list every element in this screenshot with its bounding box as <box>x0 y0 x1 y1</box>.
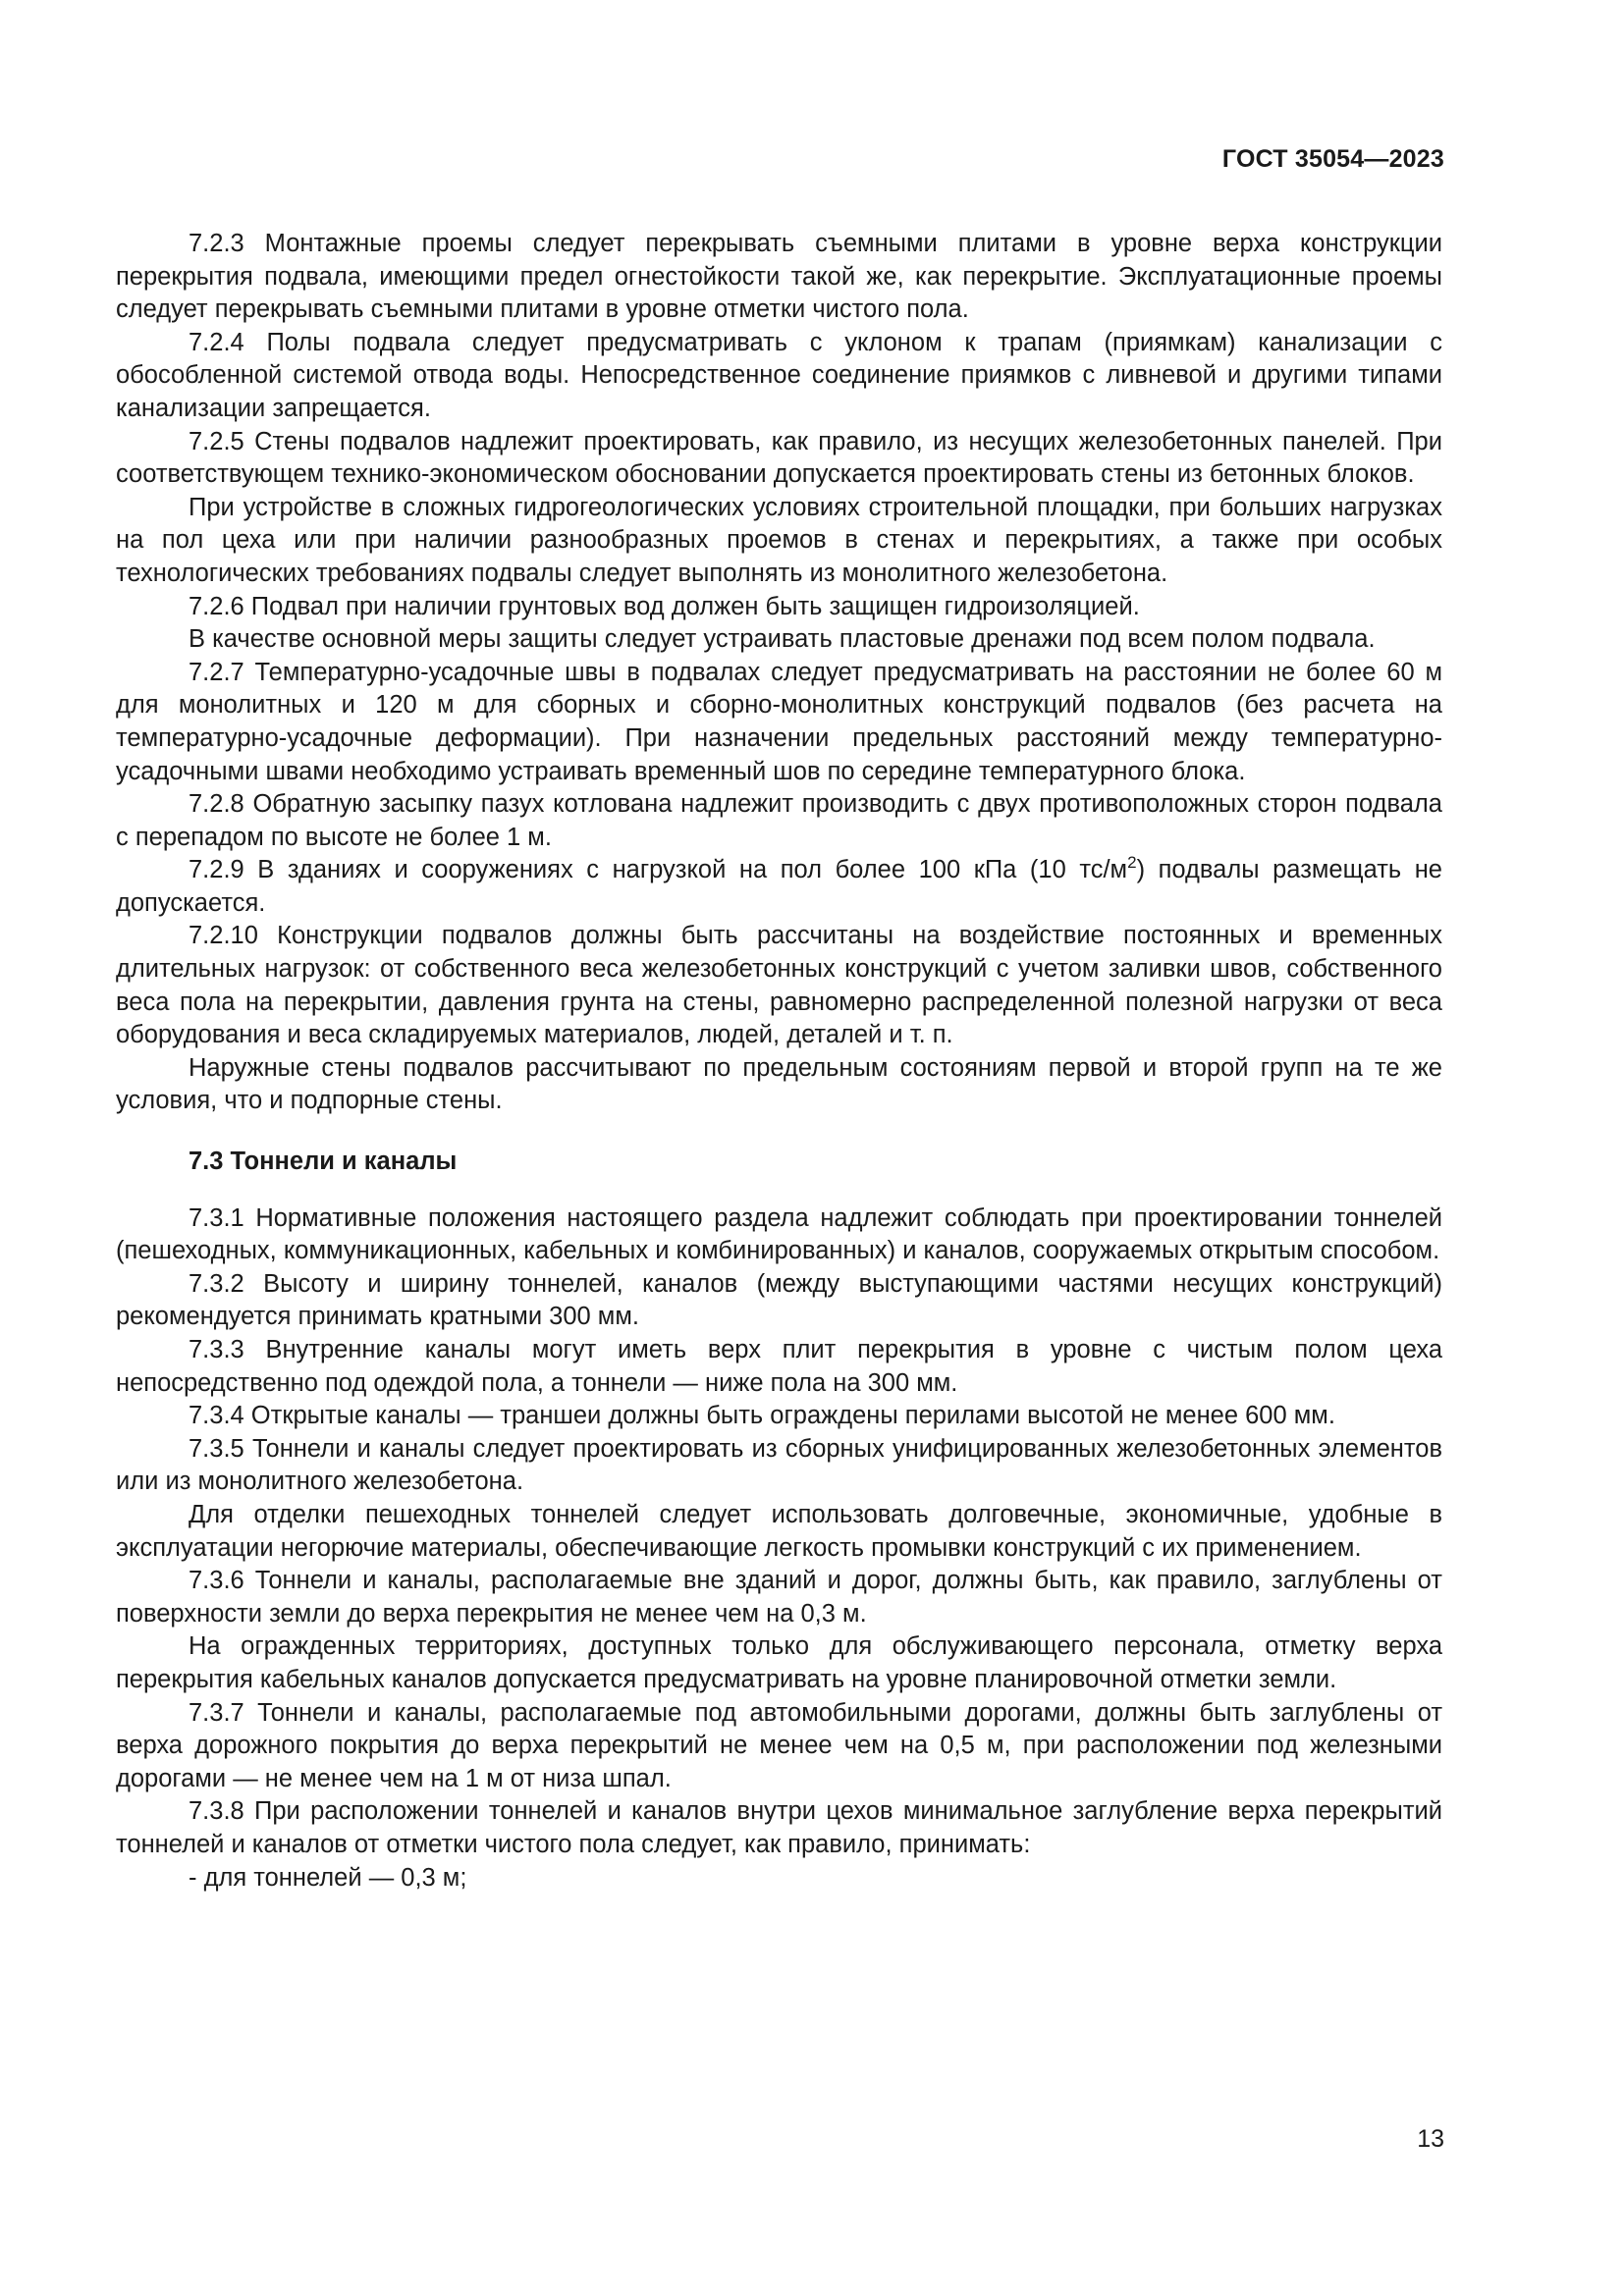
document-body <box>116 228 1442 1895</box>
paragraph-7-2-4: 7.2.4 Полы подвала следует предусматривать с уклоном к трапам (приямкам) канализации с обособленной системой отвода воды. Непосредственное соединение приямков с ливневой и другими типами канализации запрещается. <box>116 328 1442 422</box>
paragraph-7-2-8: 7.2.8 Обратную засыпку пазух котлована надлежит производить с двух противоположных сторон подвала с перепадом по высоте не более 1 м. <box>116 790 1442 851</box>
paragraph-7-2-6-cont: В качестве основной меры защиты следует устраивать пластовые дренажи под всем полом подвала. <box>189 625 1376 654</box>
paragraph-7-2-7: 7.2.7 Температурно-усадочные швы в подвалах следует предусматривать на расстоянии не более 60 м для монолитных и 120 м для сборных и сборно-монолитных конструкций подвалов (без расчета на температурно-усадочные деформации). При назначении предельных расстояний между температурно-усадочными швами необходимо устраивать временный шов по середине температурного блока. <box>116 658 1442 785</box>
page-number: 13 <box>1417 2125 1444 2153</box>
paragraph-7-3-5: 7.3.5 Тоннели и каналы следует проектировать из сборных унифицированных железобетонных элементов или из монолитного железобетона. <box>116 1434 1442 1496</box>
paragraph-7-2-9-text: 7.2.9 В зданиях и сооружениях с нагрузкой на пол более 100 кПа (10 тс/м <box>189 856 1128 884</box>
paragraph-7-3-2: 7.3.2 Высоту и ширину тоннелей, каналов (между выступающими частями несущих конструкций) рекомендуется принимать кратными 300 мм. <box>116 1269 1442 1331</box>
paragraph-7-2-10-cont: Наружные стены подвалов рассчитывают по предельным состояниям первой и второй групп на те же условия, что и подпорные стены. <box>116 1053 1442 1115</box>
paragraph-7-2-9 <box>116 854 1442 920</box>
paragraph-7-3-6: 7.3.6 Тоннели и каналы, располагаемые вне зданий и дорог, должны быть, как правило, заглублены от поверхности земли до верха перекрытия не менее чем на 0,3 м. <box>116 1567 1442 1628</box>
paragraph-7-2-6: 7.2.6 Подвал при наличии грунтовых вод должен быть защищен гидроизоляцией. <box>189 592 1140 620</box>
paragraph-7-3-6-cont: На огражденных территориях, доступных только для обслуживающего персонала, отметку верха перекрытия кабельных каналов допускается предусматривать на уровне планировочной отметки земли. <box>116 1632 1442 1693</box>
document-code-header: ГОСТ 35054—2023 <box>1221 145 1444 173</box>
paragraph-7-3-1: 7.3.1 Нормативные положения настоящего раздела надлежит соблюдать при проектировании тоннелей (пешеходных, коммуникационных, кабельных и комбинированных) и каналов, сооружаемых открытым способом. <box>116 1203 1442 1265</box>
paragraph-7-3-3: 7.3.3 Внутренние каналы могут иметь верх плит перекрытия в уровне с чистым полом цеха непосредственно под одеждой пола, а тоннели — ниже пола на 300 мм. <box>116 1336 1442 1397</box>
paragraph-7-2-3: 7.2.3 Монтажные проемы следует перекрывать съемными плитами в уровне верха конструкции перекрытия подвала, имеющими предел огнестойкости такой же, как перекрытие. Эксплуатационные проемы следует перекрывать съемными плитами в уровне отметки чистого пола. <box>116 230 1442 324</box>
section-title-7-3: 7.3 Тоннели и каналы <box>189 1148 458 1176</box>
paragraph-7-2-10: 7.2.10 Конструкции подвалов должны быть рассчитаны на воздействие постоянных и временных длительных нагрузок: от собственного веса железобетонных конструкций с учетом заливки швов, собственного веса пола на перекрытии, давления грунта на стены, равномерно распределенной полезной нагрузки от веса оборудования и веса складируемых материалов, людей, деталей и т. п. <box>116 922 1442 1049</box>
paragraph-7-2-5: 7.2.5 Стены подвалов надлежит проектировать, как правило, из несущих железобетонных панелей. При соответствующем технико-экономическом обосновании допускается проектировать стены из бетонных блоков. <box>116 427 1442 489</box>
paragraph-7-3-8: 7.3.8 При расположении тоннелей и каналов внутри цехов минимальное заглубление верха перекрытий тоннелей и каналов от отметки чистого пола следует, как правило, принимать: <box>116 1797 1442 1858</box>
paragraph-7-2-5-cont: При устройстве в сложных гидрогеологических условиях строительной площадки, при больших нагрузках на пол цеха или при наличии разнообразных проемов в стенах и перекрытиях, а также при особых технологических требованиях подвалы следует выполнять из монолитного железобетона. <box>116 493 1442 587</box>
list-item-tunnels: - для тоннелей — 0,3 м; <box>189 1863 467 1892</box>
paragraph-7-3-5-cont: Для отделки пешеходных тоннелей следует использовать долговечные, экономичные, удобные в эксплуатации негорючие материалы, обеспечивающие легкость промывки конструкций с их применением. <box>116 1500 1442 1562</box>
paragraph-7-3-4: 7.3.4 Открытые каналы — траншеи должны быть ограждены перилами высотой не менее 600 мм. <box>189 1402 1335 1430</box>
paragraph-7-2-9-text-end: ) подвалы размещать не допускается. <box>116 856 1442 917</box>
superscript-two: 2 <box>1127 853 1137 873</box>
paragraph-7-3-7: 7.3.7 Тоннели и каналы, располагаемые под автомобильными дорогами, должны быть заглублены от верха дорожного покрытия до верха перекрытий не менее чем на 0,5 м, при расположении под железными дорогами — не менее чем на 1 м от низа шпал. <box>116 1698 1442 1792</box>
